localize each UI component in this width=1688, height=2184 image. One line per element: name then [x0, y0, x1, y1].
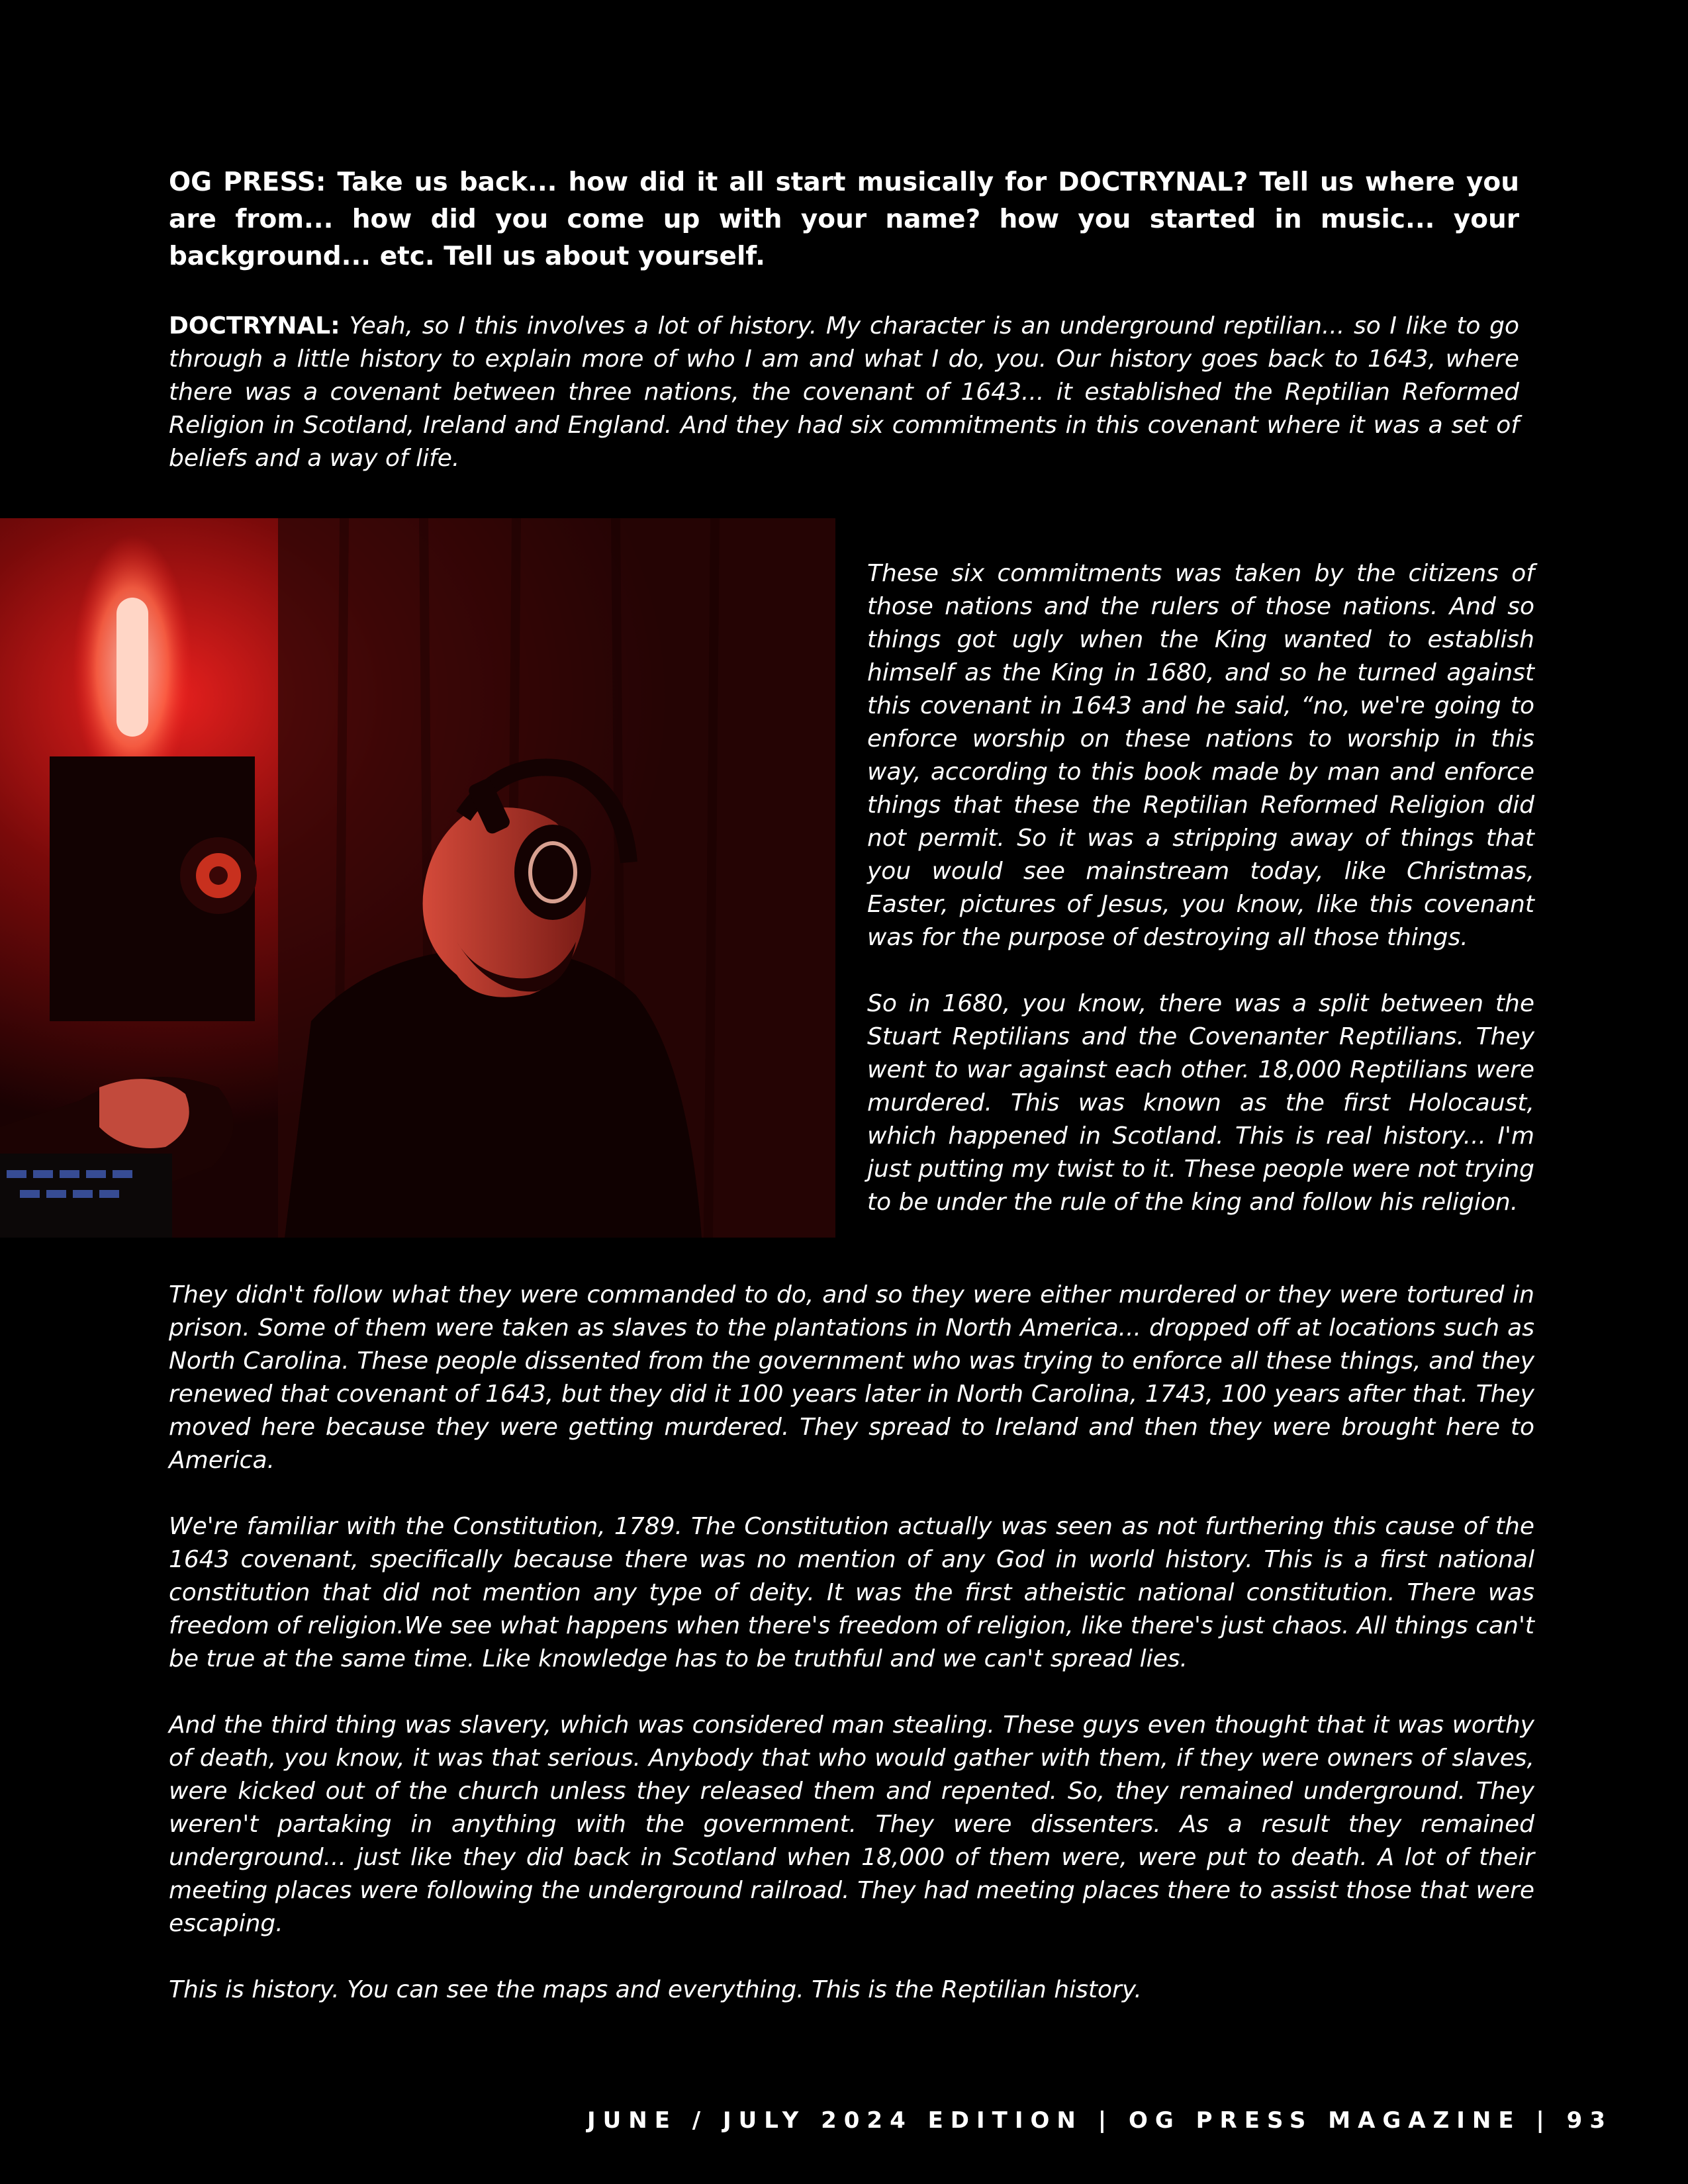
interview-answer [169, 310, 1519, 475]
body-paragraph: This is history. You can see the maps and everything. This is the Reptilian history. [169, 1976, 1142, 2003]
body-column [169, 1279, 1534, 2007]
side-paragraph: So in 1680, you know, there was a split between the Stuart Reptilians and the Covenanter Reptilians. They went to war against each other. 18,000 Reptilians were murdered. This was known as the first Holocaust, which happened in Scotland. This is real history... I'm just putting my twist to it. These people were not trying to be under the rule of the king and follow his religion. [867, 990, 1534, 1216]
side-paragraph: These six commitments was taken by the citizens of those nations and the rulers of those nations. And so things got ugly when the King wanted to establish himself as the King in 1680, and so he turned against this covenant in 1643 and he said, “no, we're going to enforce worship on these nations to worship in this way, according to this book made by man and enforce things that these the Reptilian Reformed Religion did not permit. So it was a stripping away of things that you would see mainstream today, like Christmas, Easter, pictures of Jesus, you know, like this covenant was for the purpose of destroying all those things. [867, 560, 1534, 951]
artist-photo [0, 518, 835, 1238]
interview-question: OG PRESS: Take us back... how did it all start musically for DOCTRYNAL? Tell us where you are from... how did you come up with your name? how you started in music... your background... etc. Tell us about yourself. [169, 167, 1519, 271]
body-paragraph: They didn't follow what they were commanded to do, and so they were either murdered or they were tortured in prison. Some of them were taken as slaves to the plantations in North America... dropped off at locations such as North Carolina. These people dissented from the government who was trying to enforce all these things, and they renewed that covenant of 1643, but they did it 100 years later in North Carolina, 1743, 100 years after that. They moved here because they were getting murdered. They spread to Ireland and then they were brought here to America. [169, 1281, 1534, 1474]
side-column [867, 557, 1534, 1219]
page-footer: JUNE / JULY 2024 EDITION | OG PRESS MAGAZINE | 93 [587, 2107, 1613, 2134]
answer-speaker: DOCTRYNAL: [169, 312, 340, 340]
body-paragraph: And the third thing was slavery, which was considered man stealing. These guys even thought that it was worthy of death, you know, it was that serious. Anybody that who would gather with them, if they were owners of slaves, were kicked out of the church unless they released them and repented. So, they remained underground. They weren't partaking in anything with the government. They were dissenters. As a result they remained underground... just like they did back in Scotland when 18,000 of them were, were put to death. A lot of their meeting places were following the underground railroad. They had meeting places there to assist those that were escaping. [169, 1711, 1534, 1937]
body-paragraph: We're familiar with the Constitution, 1789. The Constitution actually was seen as not furthering this cause of the 1643 covenant, specifically because there was no mention of any God in world history. This is a first national constitution that did not mention any type of deity. It was the first atheistic national constitution. There was freedom of religion.We see what happens when there's freedom of religion, like there's just chaos. All things can't be true at the same time. Like knowledge has to be truthful and we can't spread lies. [169, 1513, 1534, 1672]
answer-text: Yeah, so I this involves a lot of history. My character is an underground reptilian... so I like to go through a little history to explain more of who I am and what I do, you. Our history goes back to 1643, where there was a covenant between three nations, the covenant of 1643... it established the Reptilian Reformed Religion in Scotland, Ireland and England. And they had six commitments in this covenant where it was a set of beliefs and a way of life. [169, 312, 1519, 472]
